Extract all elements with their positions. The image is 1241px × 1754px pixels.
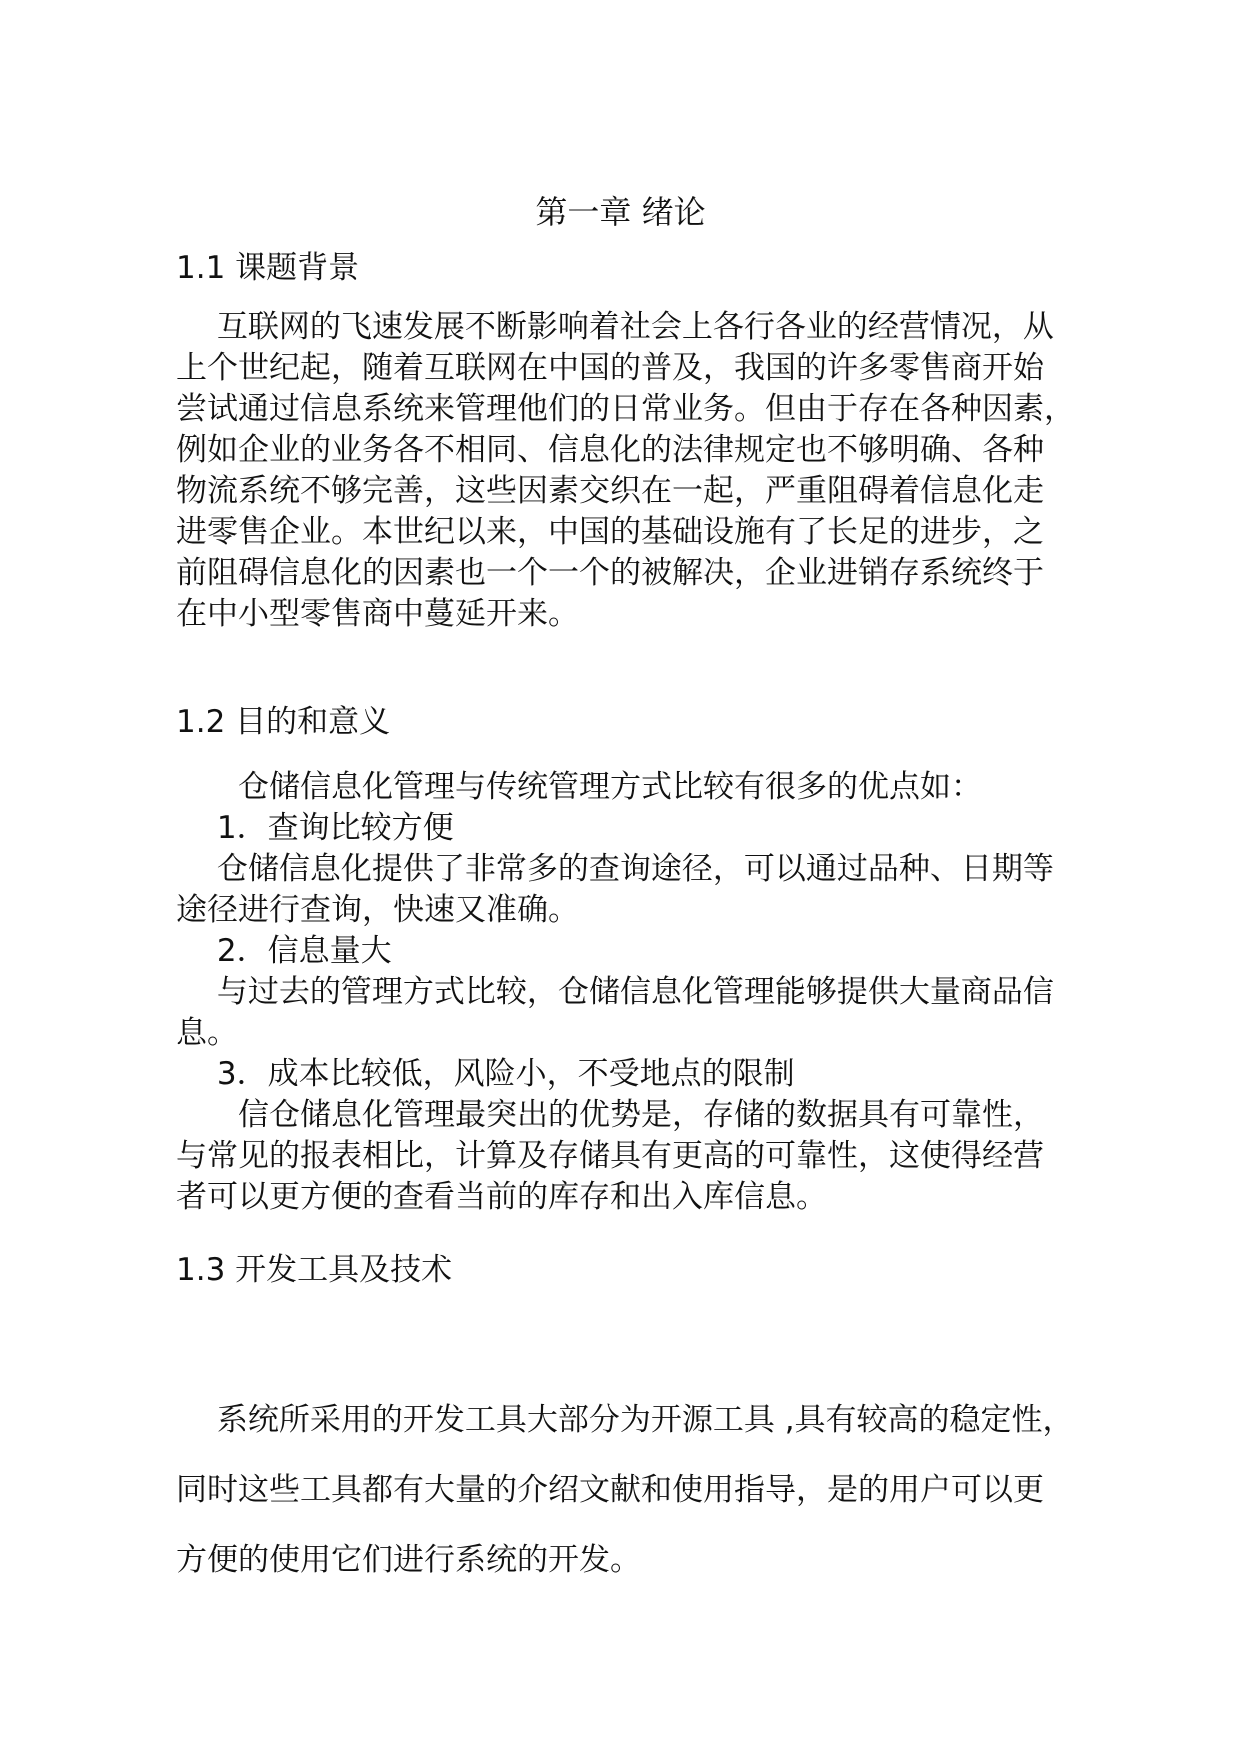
list-item-title: 1．查询比较方便 — [176, 810, 454, 846]
section-heading-1-3: 1.3 开发工具及技术 — [176, 1252, 453, 1288]
paragraph-line: 互联网的飞速发展不断影响着社会上各行各业的经营情况，从 — [176, 309, 1054, 345]
list-item-title: 2．信息量大 — [176, 933, 392, 969]
paragraph-line: 仓储信息化管理与传统管理方式比较有很多的优点如： — [176, 769, 982, 805]
section-paragraph-1-3 — [176, 1385, 1126, 1595]
paragraph-line: 前阻碍信息化的因素也一个一个的被解决，企业进销存系统终于 — [176, 555, 1044, 591]
paragraph-line: 上个世纪起，随着互联网在中国的普及，我国的许多零售商开始 — [176, 350, 1044, 386]
paragraph-line: 与常见的报表相比，计算及存储具有更高的可靠性，这使得经营 — [176, 1138, 1044, 1174]
paragraph-line: 进零售企业。本世纪以来，中国的基础设施有了长足的进步，之 — [176, 514, 1044, 550]
paragraph-line: 例如企业的业务各不相同、信息化的法律规定也不够明确、各种 — [176, 432, 1044, 468]
paragraph-line: 仓储信息化提供了非常多的查询途径，可以通过品种、日期等 — [176, 851, 1054, 887]
paragraph-line: 方便的使用它们进行系统的开发。 — [176, 1542, 641, 1578]
paragraph-line: 尝试通过信息系统来管理他们的日常业务。但由于存在各种因素， — [176, 391, 1075, 427]
paragraph-line: 同时这些工具都有大量的介绍文献和使用指导，是的用户可以更 — [176, 1472, 1044, 1508]
paragraph-line: 在中小型零售商中蔓延开来。 — [176, 596, 579, 632]
section-heading-1-1: 1.1 课题背景 — [176, 250, 360, 286]
chapter-title: 第一章 绪论 — [535, 193, 706, 231]
paragraph-line: 与过去的管理方式比较，仓储信息化管理能够提供大量商品信 — [176, 974, 1054, 1010]
section-paragraph-1-1 — [176, 307, 1126, 635]
paragraph-line: 者可以更方便的查看当前的库存和出入库信息。 — [176, 1179, 827, 1215]
paragraph-line: 途径进行查询，快速又准确。 — [176, 892, 579, 928]
paragraph-line: 信仓储息化管理最突出的优势是，存储的数据具有可靠性， — [176, 1097, 1044, 1133]
section-paragraph-1-2 — [176, 767, 1126, 1218]
list-item-title: 3．成本比较低，风险小，不受地点的限制 — [176, 1056, 795, 1092]
paragraph-line: 物流系统不够完善，这些因素交织在一起，严重阻碍着信息化走 — [176, 473, 1044, 509]
paragraph-line: 息。 — [176, 1015, 238, 1051]
section-heading-1-2: 1.2 目的和意义 — [176, 704, 391, 740]
paragraph-line: 系统所采用的开发工具大部分为开源工具 ,具有较高的稳定性， — [176, 1402, 1074, 1438]
